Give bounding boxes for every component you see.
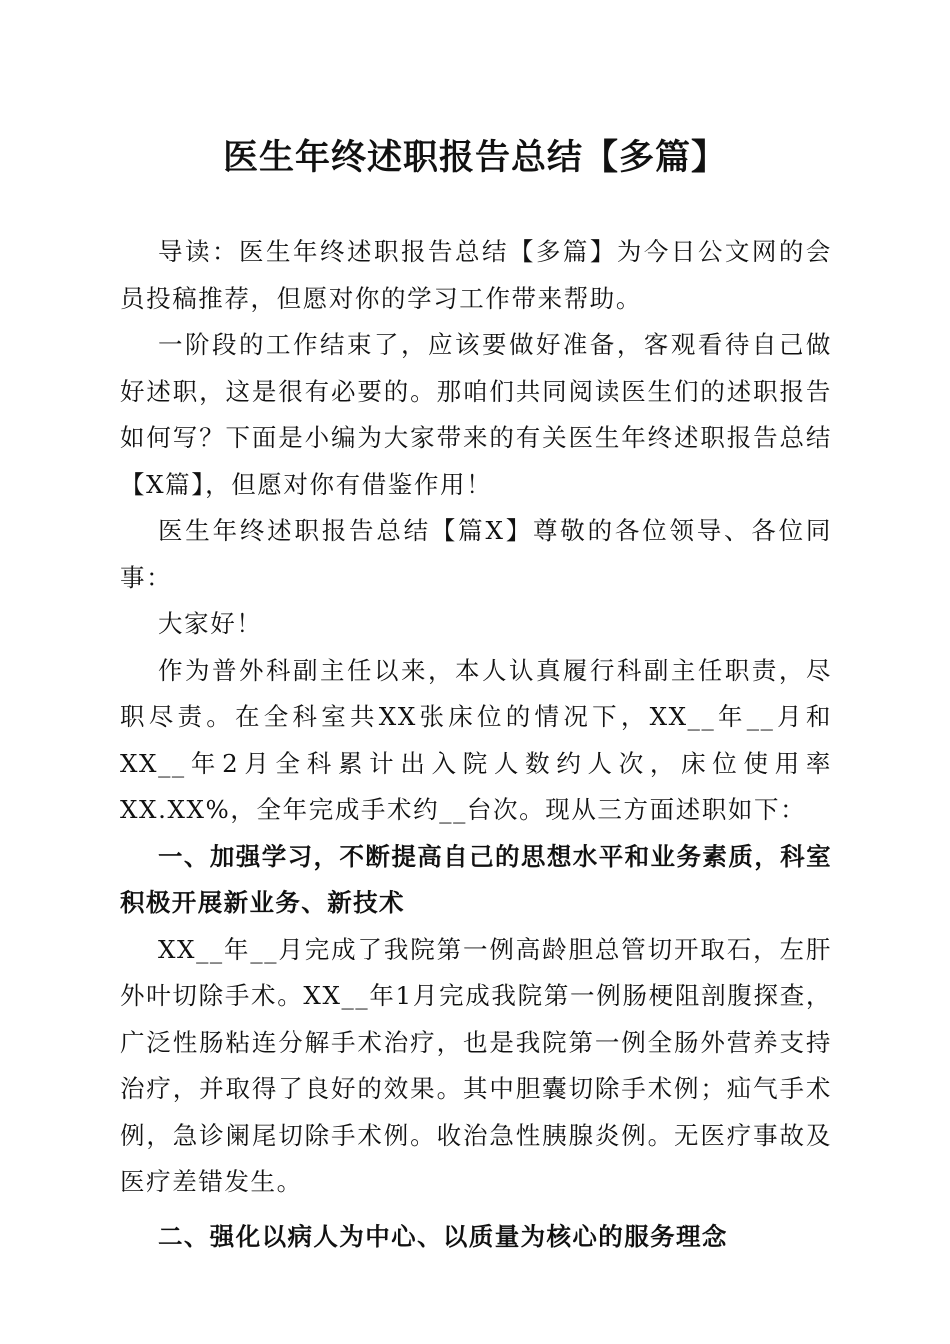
document-body [120,229,832,1260]
section-1-paragraph: XX__年__月完成了我院第一例高龄胆总管切开取石，左肝外叶切除手术。XX__年1月完成我院第一例肠梗阻剖腹探查，广泛性肠粘连分解手术治疗，也是我院第一例全肠外营养支持治疗，并取得了良好的效果。其中胆囊切除手术例；疝气手术例，急诊阑尾切除手术例。收治急性胰腺炎例。无医疗事故及医疗差错发生。 [120,934,832,1196]
section-heading-2: 二、强化以病人为中心、以质量为核心的服务理念 [158,1221,728,1251]
salutation-line: 医生年终述职报告总结【篇X】尊敬的各位领导、各位同事： [120,516,832,592]
document-title: 医生年终述职报告总结【多篇】 [222,137,727,178]
intro-paragraph: 导读：医生年终述职报告总结【多篇】为今日公文网的会员投稿推荐，但愿对你的学习工作带来帮助。 [120,237,832,313]
overview-paragraph: 作为普外科副主任以来，本人认真履行科副主任职责，尽职尽责。在全科室共XX张床位的情况下，XX__年__月和XX__年2月全科累计出入院人数约人次，床位使用率XX.XX%，全年完成手术约__台次。现从三方面述职如下： [120,655,832,824]
context-paragraph: 一阶段的工作结束了，应该要做好准备，客观看待自己做好述职，这是很有必要的。那咱们共同阅读医生们的述职报告如何写？下面是小编为大家带来的有关医生年终述职报告总结【X篇】，但愿对你有借鉴作用！ [120,330,832,499]
section-heading-1: 一、加强学习，不断提高自己的思想水平和业务素质，科室积极开展新业务、新技术 [120,841,832,917]
greeting-line: 大家好！ [158,609,263,638]
